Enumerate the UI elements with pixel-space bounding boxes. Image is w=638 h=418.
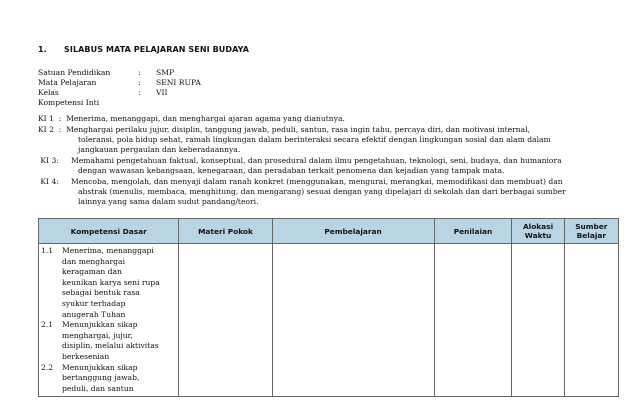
- kd-line: keragaman dan: [62, 267, 122, 277]
- kd-line: peduli, dan santun: [62, 383, 134, 393]
- table-row: [39, 244, 619, 397]
- kd-line: menghargai, jujur,: [62, 330, 133, 340]
- kd-cell: [39, 244, 179, 397]
- ki-text: Menghargai perilaku jujur, disiplin, tanggung jawab, peduli, santun, rasa ingin tahu, percaya diri, dan motivasi internal,: [66, 125, 531, 134]
- kd-line: bertanggung jawab,: [62, 373, 140, 383]
- ki-text: dengan wawasan kebangsaan, kenegaraan, dan peradaban terkait penomena dan kejadian yang tampak mata.: [78, 166, 505, 176]
- ki-text: toleransi, pola hidup sehat, ramah lingkungan dalam berinteraksi secara efektif dengan lingkungan sosial dan alam dalam: [78, 135, 551, 145]
- ki-1: [38, 114, 623, 124]
- ki-code: KI 2 :: [38, 125, 67, 134]
- info-value: VII: [156, 88, 168, 97]
- kd-item: [41, 246, 176, 320]
- kd-number: 2.2: [41, 362, 54, 372]
- kd-line: dan menghargai: [62, 256, 126, 266]
- alokasi-waktu-cell: [512, 244, 564, 397]
- ki-4: [38, 177, 623, 208]
- info-colon: :: [138, 78, 141, 87]
- section-title: SILABUS MATA PELAJARAN SENI BUDAYA: [64, 45, 250, 54]
- ki-text: Menerima, menanggapi, dan menghargai ajaran agama yang dianutnya.: [66, 114, 345, 123]
- kd-line: Menunjukkan sikap: [62, 362, 138, 372]
- ki-text: Mencoba, mengolah, dan menyaji dalam ranah konkret (menggunakan, mengurai, merangkai, memodifikasi dan membuat) dan: [70, 177, 563, 186]
- section-number: 1.: [38, 45, 47, 54]
- ki-code: KI 3:: [38, 156, 71, 165]
- materi-pokok-cell: [179, 244, 272, 397]
- pembelajaran-cell: [272, 244, 434, 397]
- info-label: Satuan Pendidikan: [38, 68, 111, 77]
- info-row-mapel: [38, 78, 201, 88]
- penilaian-cell: [434, 244, 512, 397]
- info-row-ki: [38, 98, 99, 108]
- info-row-satuan: [38, 68, 174, 78]
- table-header-row: [39, 219, 619, 244]
- info-label: Kompetensi Inti: [38, 98, 100, 107]
- ki-text: Memahami pengetahuan faktual, konseptual, dan prosedural dalam ilmu pengetahuan, teknologi, seni, budaya, dan humaniora: [70, 156, 562, 165]
- kd-line: syukur terhadap: [62, 298, 126, 308]
- col-materi-pokok: Materi Pokok: [179, 219, 272, 244]
- info-label: Kelas: [38, 88, 59, 97]
- kd-line: berkesenian: [62, 351, 110, 361]
- ki-3: [38, 156, 623, 176]
- info-colon: :: [138, 88, 141, 97]
- info-colon: :: [138, 68, 141, 77]
- ki-2: [38, 125, 623, 156]
- ki-code: KI 1 :: [38, 114, 67, 123]
- kd-number: 2.1: [41, 320, 54, 330]
- ki-text: abstrak (menulis, membaca, menghitung, dan mengarang) sesuai dengan yang dipelajari di sekolah dan dari berbagai sumber: [78, 187, 566, 197]
- info-row-kelas: [38, 88, 167, 98]
- col-pembelajaran: Pembelajaran: [272, 219, 434, 244]
- kd-line: anugerah Tuhan: [62, 309, 126, 319]
- kd-line: sebagai bentuk rasa: [62, 288, 140, 298]
- section-heading: [38, 45, 249, 54]
- col-alokasi-waktu: Alokasi Waktu: [512, 219, 564, 244]
- sumber-belajar-cell: [564, 244, 618, 397]
- ki-text: jangkauan pergaulan dan keberadaannya.: [78, 145, 241, 155]
- kd-line: keunikan karya seni rupa: [62, 277, 160, 287]
- kd-number: 1.1: [41, 246, 54, 255]
- col-sumber-belajar: Sumber Belajar: [564, 219, 618, 244]
- kd-line: disiplin, melalui aktivitas: [62, 341, 159, 351]
- kd-line: Menunjukkan sikap: [62, 320, 138, 330]
- col-kompetensi-dasar: Kompetensi Dasar: [39, 219, 179, 244]
- syllabus-table: [38, 218, 619, 397]
- kd-item: [41, 320, 176, 362]
- kd-line: Menerima, menanggapi: [62, 246, 154, 255]
- info-label: Mata Pelajaran: [38, 78, 97, 87]
- ki-text: lainnya yang sama dalam sudut pandang/teori.: [78, 197, 259, 207]
- info-value: SENI RUPA: [156, 78, 201, 87]
- kd-item: [41, 363, 176, 395]
- info-value: SMP: [156, 68, 175, 77]
- col-penilaian: Penilaian: [434, 219, 512, 244]
- ki-code: KI 4:: [38, 177, 71, 186]
